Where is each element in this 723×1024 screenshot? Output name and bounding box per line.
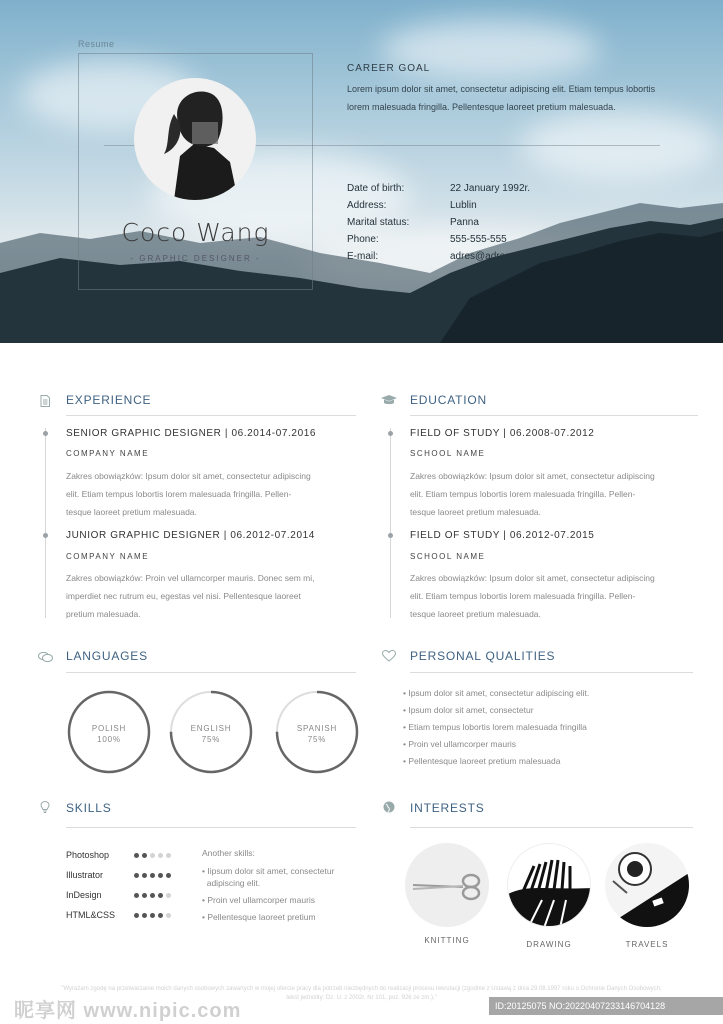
skill-dot-filled bbox=[134, 853, 139, 858]
language-label bbox=[67, 723, 151, 745]
skill-dot-filled bbox=[158, 873, 163, 878]
another-skill-item: • Pellentesque laoreet pretium bbox=[202, 912, 316, 922]
person-role: - GRAPHIC DESIGNER - bbox=[130, 254, 261, 263]
qualities-list bbox=[403, 688, 589, 773]
job-description bbox=[66, 569, 356, 623]
language-name: SPANISH bbox=[296, 724, 338, 733]
another-skill-item: • Iipsum dolor sit amet, consectetur bbox=[202, 866, 335, 876]
skill-dot-filled bbox=[142, 893, 147, 898]
graduation-cap-icon bbox=[381, 394, 397, 406]
skill-level-dots bbox=[134, 893, 174, 898]
desc-line: tesque laoreet pretium malesuada. bbox=[66, 507, 197, 517]
info-label: Address: bbox=[347, 200, 387, 211]
desc-line: Zakres obowiązków: Ipsum dolor sit amet, consectetur adipiscing bbox=[410, 471, 655, 481]
skill-level-dots bbox=[134, 913, 174, 918]
skill-dot-empty bbox=[166, 853, 171, 858]
language-percent: 75% bbox=[201, 735, 221, 744]
speech-bubbles-icon bbox=[38, 651, 53, 663]
timeline-dot bbox=[43, 533, 48, 538]
person-name: Coco Wang bbox=[121, 218, 270, 247]
language-percent: 100% bbox=[97, 735, 121, 744]
language-name: ENGLISH bbox=[190, 724, 232, 733]
timeline-dot bbox=[388, 431, 393, 436]
skill-row bbox=[66, 889, 174, 901]
skill-level-dots bbox=[134, 853, 174, 858]
info-row bbox=[347, 234, 530, 251]
desc-line: Zakres obowiązków: Proin vel ullamcorper mauris. Donec sem mi, bbox=[66, 573, 315, 583]
document-icon bbox=[39, 395, 51, 407]
lightbulb-icon bbox=[40, 801, 50, 813]
desc-line: Zakres obowiązków: Ipsum dolor sit amet, consectetur adipiscing bbox=[410, 573, 655, 583]
career-goal-text: Lorem ipsum dolor sit amet, consectetur adipiscing elit. Etiam tempus lobortis lorem malesuada fringilla. Pellentesque laoreet pretium malesuada. bbox=[347, 84, 656, 112]
skill-row bbox=[66, 869, 174, 881]
desc-line: tesque laoreet pretium malesuada. bbox=[410, 507, 541, 517]
interest-image-travels bbox=[605, 843, 689, 927]
section-divider bbox=[410, 827, 693, 828]
list-item: • Proin vel ullamcorper mauris bbox=[403, 739, 517, 749]
interest-image-drawing bbox=[507, 843, 591, 927]
info-label: Phone: bbox=[347, 234, 379, 245]
study-description bbox=[410, 467, 700, 521]
timeline bbox=[45, 428, 46, 618]
education-title: EDUCATION bbox=[410, 393, 487, 407]
skill-dot-filled bbox=[150, 873, 155, 878]
desc-line: Zakres obowiązków: Ipsum dolor sit amet, consectetur adipiscing bbox=[66, 471, 311, 481]
skill-row bbox=[66, 849, 174, 861]
info-row bbox=[347, 217, 530, 234]
list-item: • Ipsum dolor sit amet, consectetur bbox=[403, 705, 534, 715]
info-value: 22 January 1992r. bbox=[450, 183, 531, 194]
skills-title: SKILLS bbox=[66, 801, 112, 815]
school-name: SCHOOL NAME bbox=[410, 449, 486, 458]
section-divider bbox=[66, 827, 356, 828]
desc-line: pretium malesuada. bbox=[66, 609, 141, 619]
job-description bbox=[66, 467, 356, 521]
skill-dot-filled bbox=[134, 913, 139, 918]
skill-level-dots bbox=[134, 873, 174, 878]
info-row bbox=[347, 200, 530, 217]
brushes-icon bbox=[508, 844, 591, 927]
scissors-icon bbox=[405, 843, 489, 927]
interests-title: INTERESTS bbox=[410, 801, 485, 815]
study-title: FIELD OF STUDY | 06.2008-07.2012 bbox=[410, 428, 595, 439]
language-label bbox=[169, 723, 253, 745]
info-row bbox=[347, 183, 530, 200]
list-item: • Pellentesque laoreet pretium malesuada bbox=[403, 756, 561, 766]
school-name: SCHOOL NAME bbox=[410, 552, 486, 561]
job-title: JUNIOR GRAPHIC DESIGNER | 06.2012-07.2014 bbox=[66, 530, 315, 541]
skill-name: Illustrator bbox=[66, 870, 104, 880]
desc-line: imperdiet nec rutrum eu, egestas vel nisi. Pellentesque laoreet bbox=[66, 591, 301, 601]
skill-row bbox=[66, 909, 174, 921]
skill-dot-filled bbox=[134, 893, 139, 898]
skill-dot-empty bbox=[158, 853, 163, 858]
skill-name: HTML&CSS bbox=[66, 910, 116, 920]
another-skill-item: • Proin vel ullamcorper mauris bbox=[202, 895, 316, 905]
skill-dot-empty bbox=[166, 913, 171, 918]
skill-dot-filled bbox=[150, 913, 155, 918]
desc-line: tesque laoreet pretium malesuada. bbox=[410, 609, 541, 619]
info-label: Marital status: bbox=[347, 217, 410, 228]
skill-name: InDesign bbox=[66, 890, 102, 900]
header-banner bbox=[0, 0, 723, 343]
interest-label: TRAVELS bbox=[625, 940, 669, 949]
interest-label: DRAWING bbox=[526, 940, 572, 949]
globe-icon bbox=[383, 801, 395, 813]
info-row bbox=[347, 251, 530, 268]
section-divider bbox=[66, 415, 356, 416]
qualities-title: PERSONAL QUALITIES bbox=[410, 649, 556, 663]
coffee-cup-icon bbox=[605, 843, 689, 927]
info-label: E-mail: bbox=[347, 251, 379, 262]
consent-note: "Wyrażam zgodę na przetwarzanie moich danych osobowych zawartych w mojej ofercie pracy dla potrzeb niezbędnych do realizacji procesu rekrutacji (zgodnie z Ustawą z dnia 29.08.1997 roku o Ochronie Danych Osobowych; tekst jednolity: Dz. U. z 2002r. Nr 101, poz. 926 ze zm.)." bbox=[61, 986, 662, 1001]
study-description bbox=[410, 569, 700, 623]
skill-dot-empty bbox=[150, 853, 155, 858]
info-value: Panna bbox=[450, 217, 479, 228]
list-item: • Etiam tempus lobortis lorem malesuada fringilla bbox=[403, 722, 587, 732]
section-divider bbox=[410, 672, 693, 673]
watermark-logo: 昵享网 www.nipic.com bbox=[14, 1000, 242, 1022]
desc-line: elit. Etiam tempus lobortis lorem malesuada fringilla. Pellen- bbox=[410, 489, 636, 499]
career-goal-title: CAREER GOAL bbox=[347, 63, 431, 74]
study-title: FIELD OF STUDY | 06.2012-07.2015 bbox=[410, 530, 595, 541]
heart-icon bbox=[382, 650, 396, 662]
interest-image-knitting bbox=[405, 843, 489, 927]
company-name: COMPANY NAME bbox=[66, 552, 150, 561]
another-skills-title: Another skills: bbox=[202, 848, 255, 858]
timeline bbox=[390, 428, 391, 618]
skill-dot-empty bbox=[166, 893, 171, 898]
another-skill-item: adipiscing elit. bbox=[202, 878, 261, 888]
language-name: POLISH bbox=[91, 724, 127, 733]
skill-dot-filled bbox=[166, 873, 171, 878]
desc-line: elit. Etiam tempus lobortis lorem malesuada fringilla. Pellen- bbox=[66, 489, 292, 499]
skill-dot-filled bbox=[134, 873, 139, 878]
timeline-dot bbox=[388, 533, 393, 538]
job-title: SENIOR GRAPHIC DESIGNER | 06.2014-07.2016 bbox=[66, 428, 317, 439]
language-label bbox=[275, 723, 359, 745]
desc-line: elit. Etiam tempus lobortis lorem malesuada fringilla. Pellen- bbox=[410, 591, 636, 601]
skill-dot-filled bbox=[158, 893, 163, 898]
timeline-dot bbox=[43, 431, 48, 436]
skill-dot-filled bbox=[142, 853, 147, 858]
info-value: adres@adres.pl bbox=[450, 251, 521, 262]
skill-dot-filled bbox=[142, 913, 147, 918]
section-divider bbox=[410, 415, 698, 416]
watermark-id: ID:20125075 NO:20220407233146704128 bbox=[489, 997, 723, 1015]
info-value: 555-555-555 bbox=[450, 234, 507, 245]
skill-dot-filled bbox=[158, 913, 163, 918]
section-divider bbox=[66, 672, 356, 673]
info-value: Lublin bbox=[450, 200, 477, 211]
skill-name: Photoshop bbox=[66, 850, 110, 860]
skill-dot-filled bbox=[142, 873, 147, 878]
personal-info bbox=[347, 183, 530, 268]
interest-label: KNITTING bbox=[424, 936, 470, 945]
experience-title: EXPERIENCE bbox=[66, 393, 152, 407]
list-item: • Ipsum dolor sit amet, consectetur adipiscing elit. bbox=[403, 688, 590, 698]
avatar bbox=[134, 78, 256, 200]
language-percent: 75% bbox=[307, 735, 327, 744]
company-name: COMPANY NAME bbox=[66, 449, 150, 458]
info-label: Date of birth: bbox=[347, 183, 405, 194]
skill-dot-filled bbox=[150, 893, 155, 898]
languages-title: LANGUAGES bbox=[66, 649, 148, 663]
resume-tag: Resume bbox=[78, 39, 115, 49]
